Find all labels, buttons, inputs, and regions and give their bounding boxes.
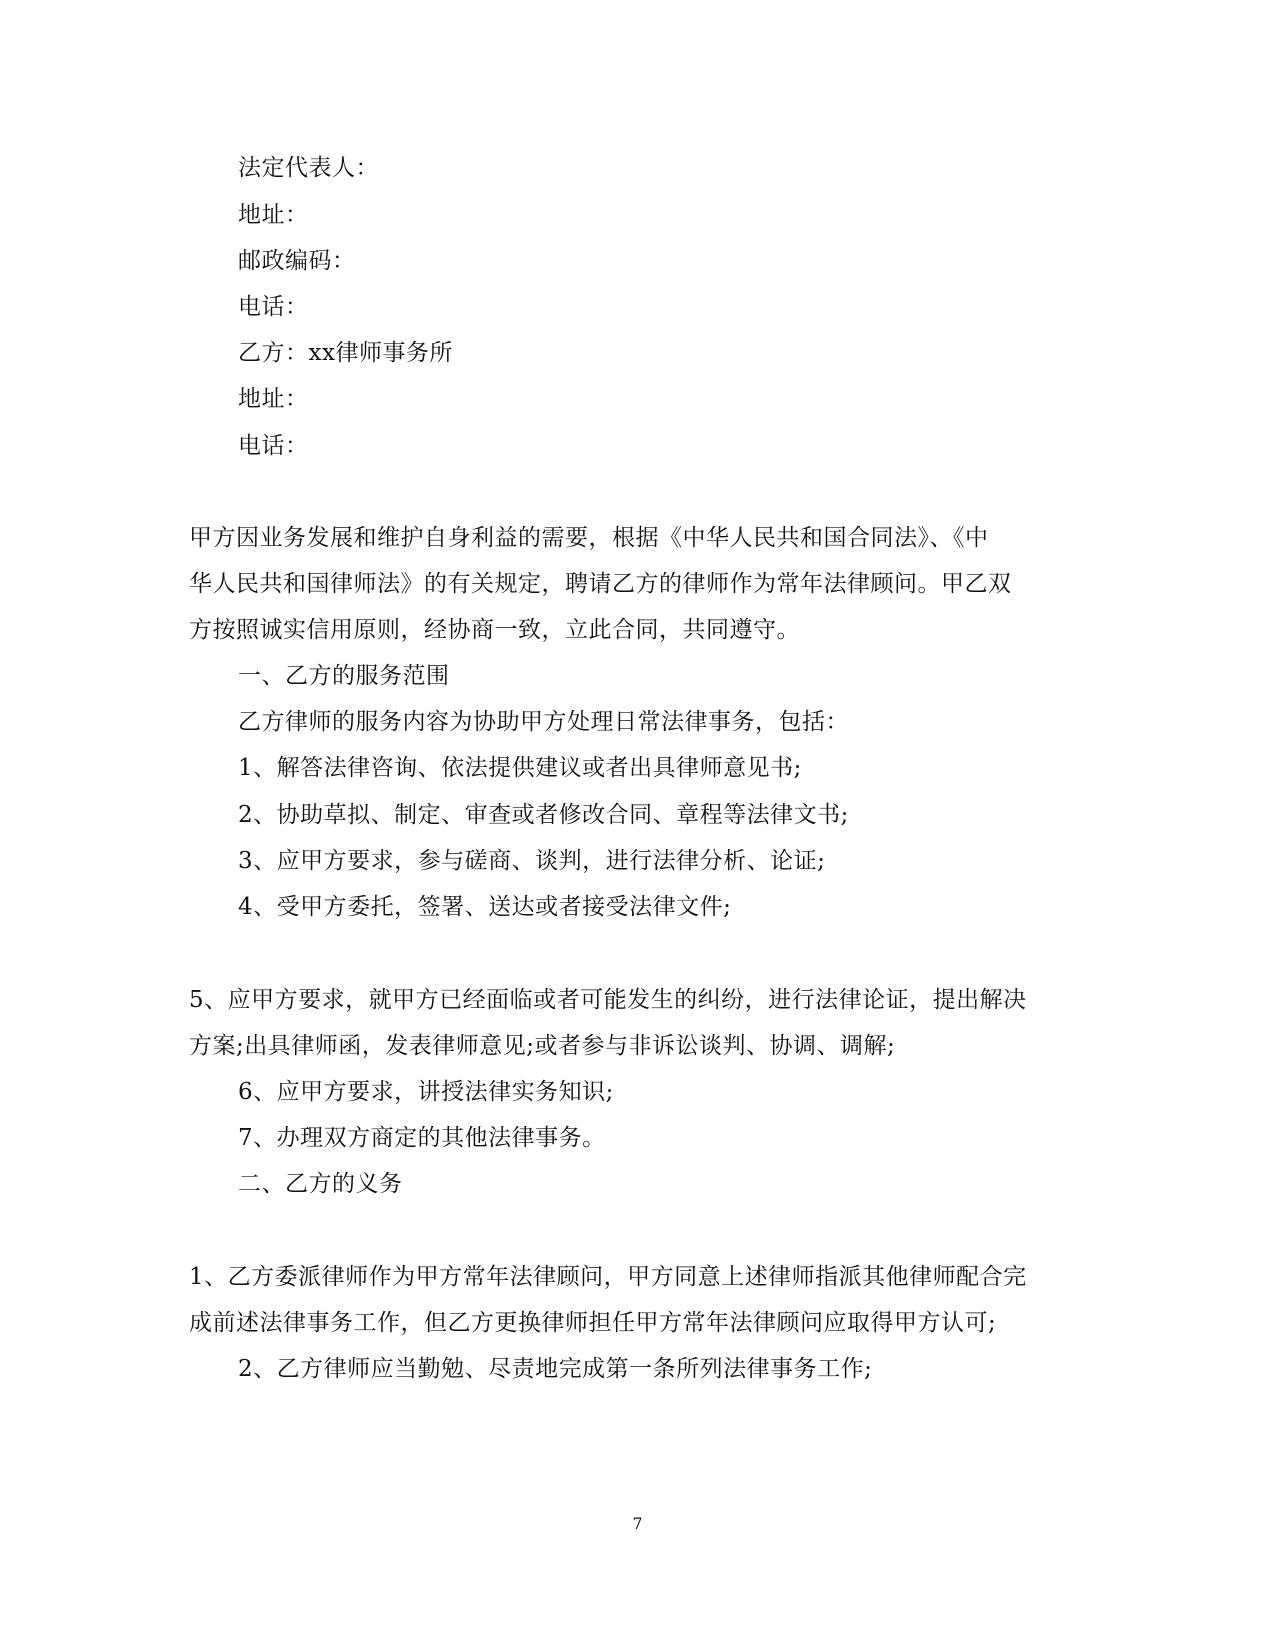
list-item: 5、应甲方要求，就甲方已经面临或者可能发生的纠纷，进行法律论证，提出解决 [189, 987, 1027, 1013]
field-phone-b: 电话： [238, 433, 309, 459]
list-item: 6、应甲方要求，讲授法律实务知识; [238, 1079, 614, 1105]
field-address-b: 地址： [238, 386, 309, 412]
preamble-line: 方按照诚实信用原则，经协商一致，立此合同，共同遵守。 [189, 617, 800, 643]
list-item: 1、解答法律咨询、依法提供建议或者出具律师意见书; [238, 755, 802, 781]
field-postal-code: 邮政编码： [238, 248, 356, 274]
list-item: 3、应甲方要求，参与磋商、谈判，进行法律分析、论证; [238, 848, 826, 874]
list-item: 2、协助草拟、制定、审查或者修改合同、章程等法律文书; [238, 802, 849, 828]
list-item: 1、乙方委派律师作为甲方常年法律顾问，甲方同意上述律师指派其他律师配合完 [189, 1264, 1027, 1290]
field-party-b: 乙方：xx律师事务所 [238, 340, 453, 366]
list-item: 4、受甲方委托，签署、送达或者接受法律文件; [238, 894, 732, 920]
field-address-a: 地址： [238, 202, 309, 228]
field-legal-representative: 法定代表人： [238, 155, 379, 181]
section-heading: 一、乙方的服务范围 [238, 663, 450, 689]
preamble-line: 甲方因业务发展和维护自身利益的需要，根据《中华人民共和国合同法》、《中 [189, 525, 989, 551]
list-item-continuation: 成前述法律事务工作，但乙方更换律师担任甲方常年法律顾问应取得甲方认可; [189, 1310, 997, 1336]
preamble-line: 华人民共和国律师法》的有关规定，聘请乙方的律师作为常年法律顾问。甲乙双 [189, 571, 1012, 597]
list-item: 7、办理双方商定的其他法律事务。 [238, 1125, 606, 1151]
section-intro: 乙方律师的服务内容为协助甲方处理日常法律事务，包括： [238, 709, 849, 735]
field-phone-a: 电话： [238, 294, 309, 320]
section-heading: 二、乙方的义务 [238, 1171, 403, 1197]
list-item-continuation: 方案;出具律师函，发表律师意见;或者参与非诉讼谈判、协调、调解; [189, 1033, 896, 1059]
page-number: 7 [632, 1514, 643, 1533]
list-item: 2、乙方律师应当勤勉、尽责地完成第一条所列法律事务工作; [238, 1356, 873, 1382]
